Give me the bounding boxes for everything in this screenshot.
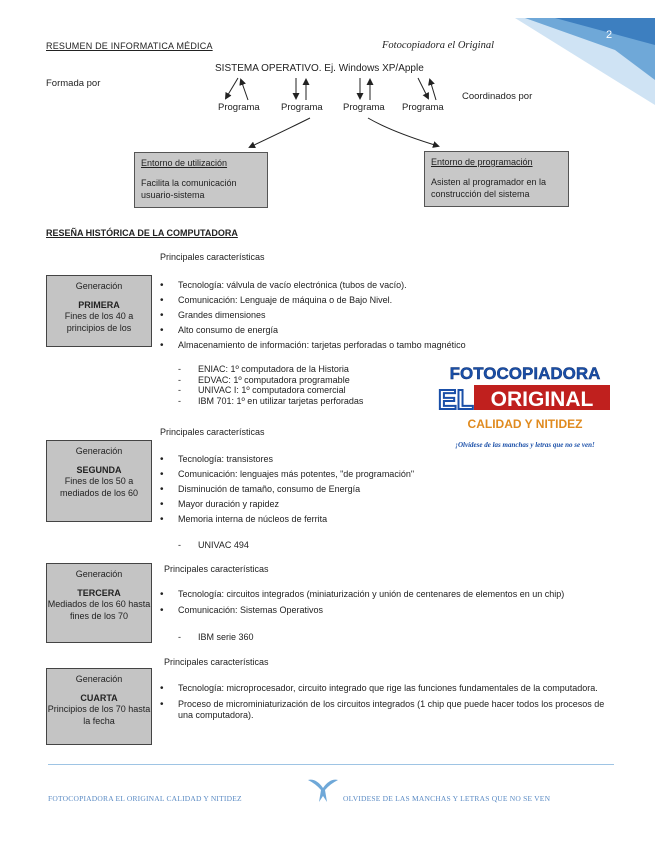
header-title: RESUMEN DE INFORMATICA MÉDICA [46, 41, 213, 51]
generation-period: Principios de los 70 hasta la fecha [47, 704, 151, 726]
caption: Principales características [160, 252, 265, 262]
section-title: RESEÑA HISTÓRICA DE LA COMPUTADORA [46, 228, 238, 238]
logo-tagline: ¡Olvídese de las manchas y letras que no se ven! [455, 441, 595, 449]
logo-line1: FOTOCOPIADORA [449, 364, 601, 383]
program-label: Programa [343, 102, 385, 113]
generation-box-tercera [46, 563, 152, 643]
list-item: • Grandes dimensiones [160, 308, 600, 323]
logo-line3: CALIDAD Y NITIDEZ [467, 417, 583, 431]
bullet-list [160, 589, 600, 616]
list-item: • Memoria interna de núcleos de ferrita [160, 512, 600, 527]
caption: Principales características [160, 427, 265, 437]
list-item: • Comunicación: Lenguaje de máquina o de Bajo Nivel. [160, 293, 600, 308]
generation-period: Fines de los 40 a principios de los [64, 311, 134, 333]
page-number: 2 [606, 29, 613, 41]
entorno-programacion-title: Entorno de programación [431, 157, 533, 167]
list-item: • Comunicación: lenguajes más potentes, "de programación" [160, 467, 600, 482]
example-list [178, 364, 428, 406]
program-label: Programa [218, 102, 260, 113]
list-item: - IBM serie 360 [178, 632, 428, 643]
coordinados-por-label: Coordinados por [462, 91, 533, 102]
generation-box-primera [46, 275, 152, 347]
entorno-programacion-text: Asisten al programador en la construcción del sistema [431, 176, 547, 199]
list-item: - ENIAC: 1º computadora de la Historia [178, 364, 428, 375]
list-item: • Proceso de microminiaturización de los circuitos integrados (1 chip que puede hacer todos los procesos de una computadora). [160, 699, 605, 722]
list-item: • Almacenamiento de información: tarjetas perforadas o tambo magnético [160, 338, 600, 353]
list-item: - EDVAC: 1º computadora programable [178, 375, 428, 386]
list-item: • Alto consumo de energía [160, 323, 600, 338]
entorno-utilizacion-title: Entorno de utilización [141, 158, 228, 168]
generation-label: Generación [75, 281, 123, 291]
generation-name: SEGUNDA [76, 464, 122, 475]
generation-name: PRIMERA [78, 299, 120, 310]
os-title: SISTEMA OPERATIVO. Ej. Windows XP/Apple [215, 63, 424, 74]
list-item: • Mayor duración y rapidez [160, 497, 600, 512]
generation-name: CUARTA [80, 692, 118, 703]
generation-box-cuarta [46, 668, 152, 745]
bird-icon [306, 776, 340, 804]
fotocopiadora-logo [430, 361, 620, 453]
generation-label: Generación [75, 569, 123, 579]
footer-right: OLVIDESE DE LAS MANCHAS Y LETRAS QUE NO SE VEN [343, 794, 551, 803]
generation-label: Generación [75, 674, 123, 684]
list-item: - UNIVAC I: 1º computadora comercial [178, 385, 428, 396]
header-subtitle: Fotocopiadora el Original [382, 40, 494, 51]
caption: Principales características [164, 657, 269, 667]
list-item: - IBM 701: 1º en utilizar tarjetas perforadas [178, 396, 428, 407]
caption: Principales características [164, 564, 269, 574]
list-item: • Comunicación: Sistemas Operativos [160, 605, 600, 617]
entorno-utilizacion-box [134, 152, 268, 208]
formada-por-label: Formada por [46, 78, 101, 89]
example-list [178, 540, 428, 551]
generation-name: TERCERA [77, 587, 121, 598]
logo-line2a: EL [438, 384, 474, 415]
generation-label: Generación [75, 446, 123, 456]
footer-divider [48, 764, 614, 765]
list-item: • Tecnología: circuitos integrados (miniaturización y unión de centenares de elementos en un chip) [160, 589, 600, 601]
list-item: • Tecnología: transistores [160, 452, 600, 467]
generation-period: Fines de los 50 a mediados de los 60 [59, 476, 139, 498]
bullet-list [160, 452, 600, 527]
logo-line2b: ORIGINAL [490, 388, 594, 411]
generation-box-segunda [46, 440, 152, 522]
footer-left: FOTOCOPIADORA EL ORIGINAL CALIDAD Y NITIDEZ [48, 794, 242, 803]
list-item: • Disminución de tamaño, consumo de Energía [160, 482, 600, 497]
list-item: - UNIVAC 494 [178, 540, 428, 551]
entorno-utilizacion-text: Facilita la comunicación usuario-sistema [141, 177, 237, 200]
program-label: Programa [281, 102, 323, 113]
list-item: • Tecnología: válvula de vacío electrónica (tubos de vacío). [160, 278, 600, 293]
example-list [178, 632, 428, 643]
bullet-list [160, 683, 605, 722]
entorno-programacion-box [424, 151, 569, 207]
program-label: Programa [402, 102, 444, 113]
list-item: • Tecnología: microprocesador, circuito integrado que rige las funciones fundamentales de la computadora. [160, 683, 605, 695]
generation-period: Mediados de los 60 hasta fines de los 70 [47, 599, 151, 621]
bullet-list [160, 278, 600, 353]
